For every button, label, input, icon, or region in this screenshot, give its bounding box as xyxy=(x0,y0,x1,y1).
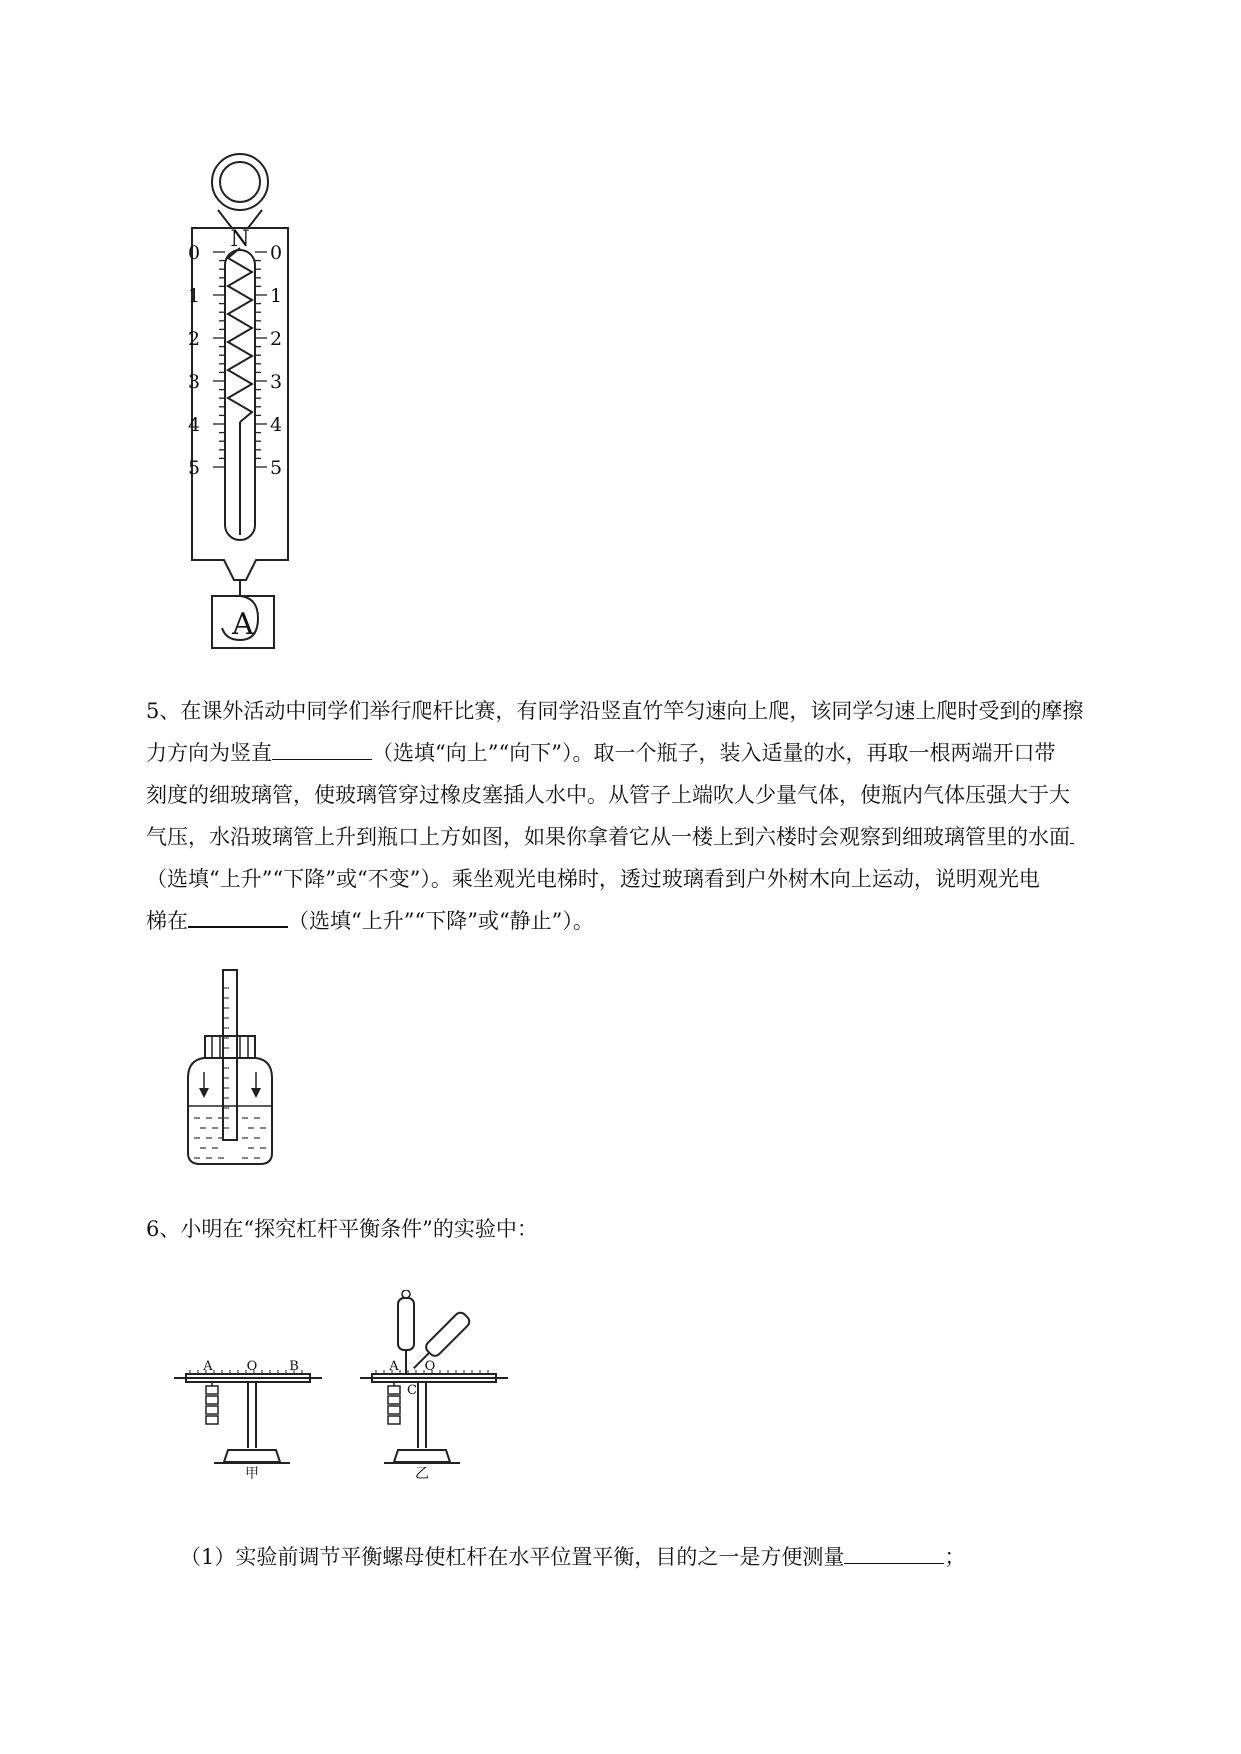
scale-unit-label: N xyxy=(230,227,250,252)
weight-block xyxy=(210,594,276,650)
q6-sub1-line xyxy=(180,1536,1190,1578)
q6-title-text: 6、小明在“探究杠杆平衡条件”的实验中： xyxy=(146,1217,538,1241)
lever-jia-label-a: A xyxy=(203,1359,213,1374)
scale-label-right: 5 xyxy=(270,457,283,479)
q5-line-1: 5、在课外活动中同学们举行爬杆比赛，有同学沿竖直竹竿匀速向上爬，该同学匀速上爬时受到的摩擦 xyxy=(146,699,1084,723)
q5-line-6 xyxy=(146,900,1156,942)
q5-line-4 xyxy=(146,816,1156,858)
q5-line-2-start: 力方向为竖直 xyxy=(146,741,272,765)
question-6-sub-1 xyxy=(180,1536,1190,1578)
lever-jia-label-b: B xyxy=(289,1359,299,1374)
q5-line-2 xyxy=(146,732,1156,774)
q5-blank-3[interactable] xyxy=(188,900,288,928)
q6-sub1-end: ； xyxy=(944,1545,966,1569)
scale-label-left: 0 xyxy=(188,242,201,264)
question-5 xyxy=(146,690,1156,942)
q5-blank-2[interactable] xyxy=(1070,817,1074,844)
q5-blank-1[interactable] xyxy=(272,733,372,760)
lever-jia-label-o: O xyxy=(246,1359,258,1374)
scale-label-right: 3 xyxy=(270,371,283,393)
scale-label-left: 1 xyxy=(188,285,201,307)
scale-label-right: 2 xyxy=(270,328,283,350)
bottle-figure xyxy=(180,968,280,1168)
q5-line-5: （选填“上升”“下降”或“不变”）。乘坐观光电梯时，透过玻璃看到户外树木向上运动，说明观光电 xyxy=(146,867,1040,891)
q6-sub1-text: （1）实验前调节平衡螺母使杠杆在水平位置平衡，目的之一是方便测量 xyxy=(180,1545,845,1569)
scale-label-left: 2 xyxy=(188,328,201,350)
lever-jia-caption: 甲 xyxy=(245,1466,259,1480)
q5-line-6-end: （选填“上升”“下降”或“静止”）。 xyxy=(288,909,594,933)
q5-line-4-text: 气压，水沿玻璃管上升到瓶口上方如图，如果你拿着它从一楼上到六楼时会观察到细玻璃管里的水面 xyxy=(146,825,1070,849)
q5-line-6-start: 梯在 xyxy=(146,909,188,933)
scale-label-left: 3 xyxy=(188,371,201,393)
scale-label-right: 4 xyxy=(270,414,283,436)
question-6-title xyxy=(146,1208,1156,1250)
scale-label-right: 1 xyxy=(270,285,283,307)
q5-line-2-end: （选填“向上”“向下”）。取一个瓶子，装入适量的水，再取一根两端开口带 xyxy=(372,741,1056,765)
lever-yi-caption: 乙 xyxy=(415,1466,429,1480)
lever-yi-label-a: A xyxy=(389,1359,399,1374)
weight-label: A xyxy=(232,607,254,642)
lever-yi-label-c: C xyxy=(407,1383,417,1398)
q6-blank-1[interactable] xyxy=(844,1537,944,1564)
scale-label-right: 0 xyxy=(270,242,283,264)
q5-line-3: 刻度的细玻璃管，使玻璃管穿过橡皮塞插人水中。从管子上端吹人少量气体，使瓶内气体压强大于大 xyxy=(146,783,1070,807)
lever-figure-jia xyxy=(172,1320,332,1480)
scale-label-left: 4 xyxy=(188,414,201,436)
spring-scale-figure xyxy=(180,140,300,660)
lever-figure-yi xyxy=(358,1290,518,1480)
lever-yi-label-o: O xyxy=(424,1359,436,1374)
scale-label-left: 5 xyxy=(188,457,201,479)
